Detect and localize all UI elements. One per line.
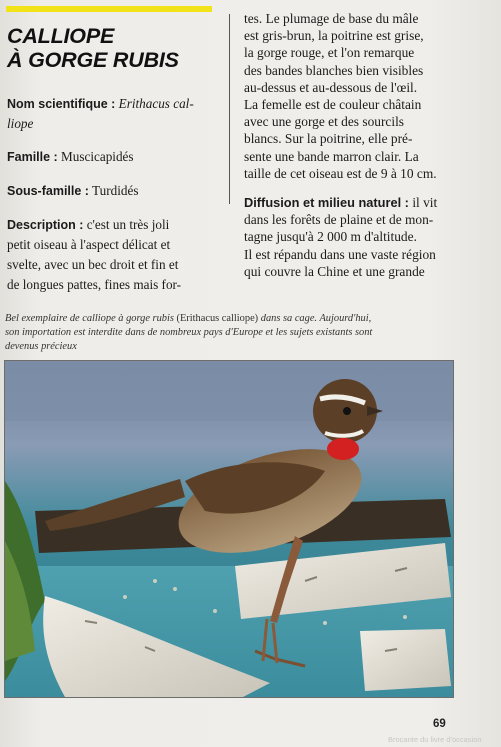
caption-line-1c: dans sa cage. Aujourd'hui, [258, 313, 372, 324]
family-label: Famille : [7, 150, 58, 164]
description-line-2: petit oiseau à l'aspect délicat et [7, 237, 171, 252]
scientific-name-field [7, 94, 213, 134]
habitat-line: tagne jusqu'à 2 000 m d'altitude. [244, 229, 417, 245]
bird-eye [343, 407, 351, 415]
bird-photo [4, 360, 454, 698]
description-paragraph [7, 215, 213, 295]
subfamily-field [7, 181, 213, 201]
right-line: taille de cet oiseau est de 9 à 10 cm. [244, 165, 437, 181]
caption-line-2: son importation est interdite dans de nombreux pays d'Europe et les sujets existants sont [5, 327, 373, 339]
description-line-4: de longues pattes, fines mais for- [7, 277, 182, 292]
right-line: tes. Le plumage de base du mâle [244, 11, 419, 26]
habitat-heading-line [244, 194, 457, 211]
right-line: La femelle est de couleur châtain [244, 97, 422, 113]
caption-line-3: devenus précieux [5, 341, 77, 353]
right-line: la gorge rouge, et l'on remarque [244, 45, 415, 61]
subfamily-label: Sous-famille : [7, 184, 89, 198]
bird-throat [327, 438, 359, 460]
scientific-name-value: Erithacus cal- [118, 96, 194, 111]
description-line-1: c'est un très joli [86, 217, 170, 232]
page-title [7, 24, 222, 72]
habitat-line: Il est répandu dans une vaste région [244, 246, 436, 262]
caption-scientific-name: (Erithacus calliope) [176, 313, 259, 324]
description-line-3: svelte, avec un bec droit et fin et [7, 257, 179, 272]
bird-photo-illustration [5, 361, 453, 697]
watermark: Brocante du livre d'occasion [388, 735, 482, 744]
title-line-1: CALLIOPE [7, 24, 115, 48]
caption-line-1a: Bel exemplaire de calliope à gorge rubis [5, 313, 177, 324]
title-line-2: À GORGE RUBIS [7, 48, 179, 72]
family-field [7, 147, 213, 167]
scientific-name-label: Nom scientifique : [7, 97, 116, 111]
photo-caption [5, 312, 455, 355]
right-line: au-dessus et au-dessous de l'œil. [244, 79, 418, 95]
right-line: avec une gorge et des sourcils [244, 114, 405, 130]
right-line: sente une bande marron clair. La [244, 148, 419, 164]
right-line: blancs. Sur la poitrine, elle pré- [244, 131, 413, 147]
subfamily-value: Turdidés [92, 183, 139, 198]
right-line: des bandes blanches bien visibles [244, 62, 424, 78]
family-value: Muscicapidés [61, 149, 134, 164]
right-line: est gris-brun, la poitrine est grise, [244, 28, 424, 44]
habitat-line: qui couvre la Chine et une grande [244, 263, 425, 279]
habitat-label: Diffusion et milieu naturel : [244, 195, 409, 211]
right-column-text [244, 10, 457, 280]
habitat-line: dans les forêts de plaine et de mon- [244, 212, 434, 228]
birch-log-small [360, 629, 451, 691]
column-divider [229, 14, 230, 204]
habitat-line-1: il vit [412, 195, 438, 211]
description-label: Description : [7, 218, 84, 232]
page-number: 69 [433, 718, 446, 730]
yellow-accent-bar [6, 6, 212, 12]
scientific-name-value-cont: liope [7, 116, 34, 131]
